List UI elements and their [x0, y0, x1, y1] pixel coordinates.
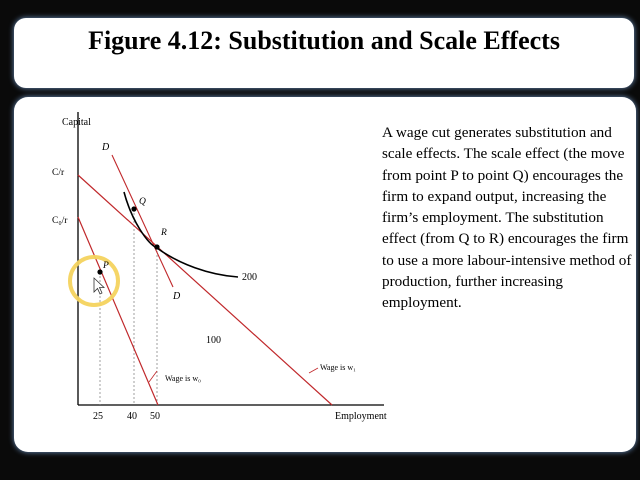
y-intercept-label-c1: C/r: [52, 168, 65, 178]
y-axis-label: Capital: [62, 117, 91, 128]
line-d-label-bottom: D: [173, 291, 181, 302]
isoquant-100-label: 100: [206, 335, 221, 346]
x-tick-40: 40: [127, 411, 137, 422]
y-intercept-label-c0: C₀/r: [52, 216, 68, 226]
point-q: [131, 206, 136, 211]
point-p: [97, 269, 102, 274]
isoquant-200-label: 200: [242, 272, 257, 283]
title-panel: [14, 18, 634, 88]
point-r-label: R: [161, 228, 167, 238]
description-text: A wage cut generates substitution and scale effects. The scale effect (the move from point P to point Q) encourages the firm to expand output, increasing the firm’s employment. The substitution effect (from Q to R) encourages the firm to use a more labour-intensive method of production, further increasing employment.: [382, 124, 632, 312]
mouse-pointer-icon: [94, 278, 104, 294]
wage-w1-label: Wage is w₁: [320, 363, 356, 372]
slide-title: Figure 4.12: Substitution and Scale Effects: [88, 26, 560, 55]
wage-w0-pointer: [149, 371, 157, 382]
isocost-line-w0: [78, 217, 158, 405]
content-panel: [14, 97, 636, 452]
point-q-label: Q: [139, 197, 146, 207]
x-axis-label: Employment: [335, 411, 387, 422]
point-p-label: P: [103, 261, 109, 271]
x-tick-25: 25: [93, 411, 103, 422]
line-d-label-top: D: [102, 142, 110, 153]
wage-w1-pointer: [309, 368, 318, 373]
line-d: [112, 155, 173, 287]
x-tick-50: 50: [150, 411, 160, 422]
point-r: [154, 244, 159, 249]
wage-w0-label: Wage is w₀: [165, 374, 201, 383]
